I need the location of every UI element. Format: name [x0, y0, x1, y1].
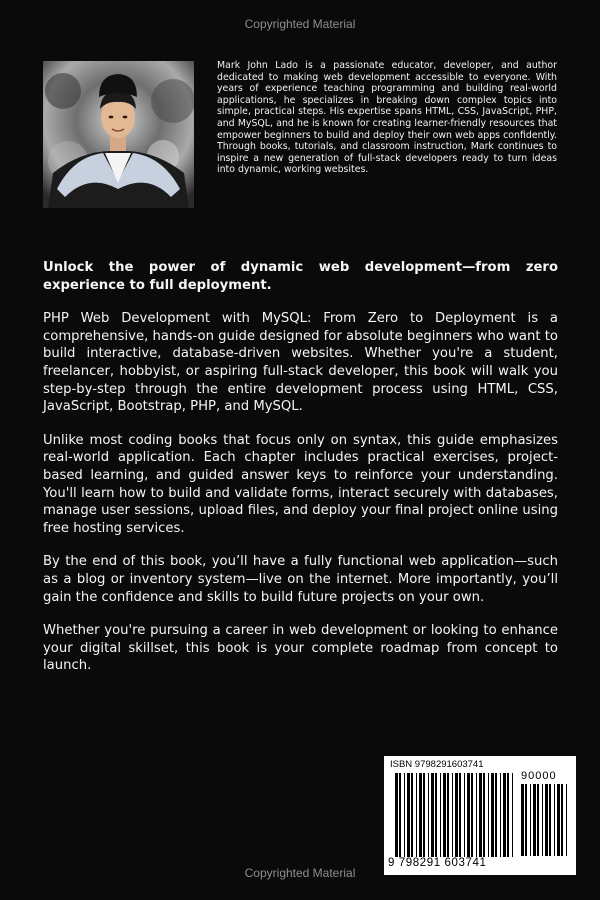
isbn-barcode [384, 756, 576, 875]
description-paragraph: Whether you're pursuing a career in web development or looking to enhance your digital skillset, this book is your complete roadmap from concept to launch. [43, 623, 558, 674]
headline: Unlock the power of dynamic web development—from zero experience to full deployment. [43, 260, 558, 293]
ean-digits: 9 798291 603741 [388, 857, 487, 869]
addon-barcode-bars [521, 784, 569, 856]
description-paragraph: Unlike most coding books that focus only on syntax, this guide emphasizes real-world application. Each chapter includes practical exercises, project-based learning, and guided answer keys to reinforce your understanding. You'll learn how to build and validate forms, interact securely with databases, manage user sessions, upload files, and deploy your final project online using free hosting services. [43, 432, 558, 536]
ean-barcode-bars [395, 773, 517, 857]
isbn-label: ISBN 9798291603741 [390, 759, 484, 770]
copyright-watermark-bottom: Copyrighted Material [244, 866, 356, 880]
author-photo [43, 61, 194, 208]
price-code: 90000 [521, 770, 557, 782]
description-paragraph: PHP Web Development with MySQL: From Zero to Deployment is a comprehensive, hands-on guide designed for absolute beginners who want to build interactive, database-driven websites. Whether you're a student, freelancer, hobbyist, or aspiring full-stack developer, this book will walk you step-by-step through the entire development process using HTML, CSS, JavaScript, Bootstrap, PHP, and MySQL. [43, 311, 558, 415]
book-description [43, 259, 558, 691]
author-bio: Mark John Lado is a passionate educator, developer, and author dedicated to making web development accessible to everyone. With years of experience teaching programming and building real-world applications, he specializes in breaking down complex topics into simple, practical steps. His expertise spans HTML, CSS, JavaScript, PHP, and MySQL, and he is known for creating learner-friendly resources that empower beginners to build and deploy their own web apps confidently. Through books, tutorials, and classroom instruction, Mark continues to inspire a new generation of full-stack developers ready to turn ideas into dynamic, working websites. [217, 60, 557, 176]
copyright-watermark-top: Copyrighted Material [244, 17, 356, 31]
description-paragraph: By the end of this book, you’ll have a fully functional web application—such as a blog or inventory system—live on the internet. More importantly, you’ll gain the confidence and skills to build future projects on your own. [43, 554, 558, 605]
